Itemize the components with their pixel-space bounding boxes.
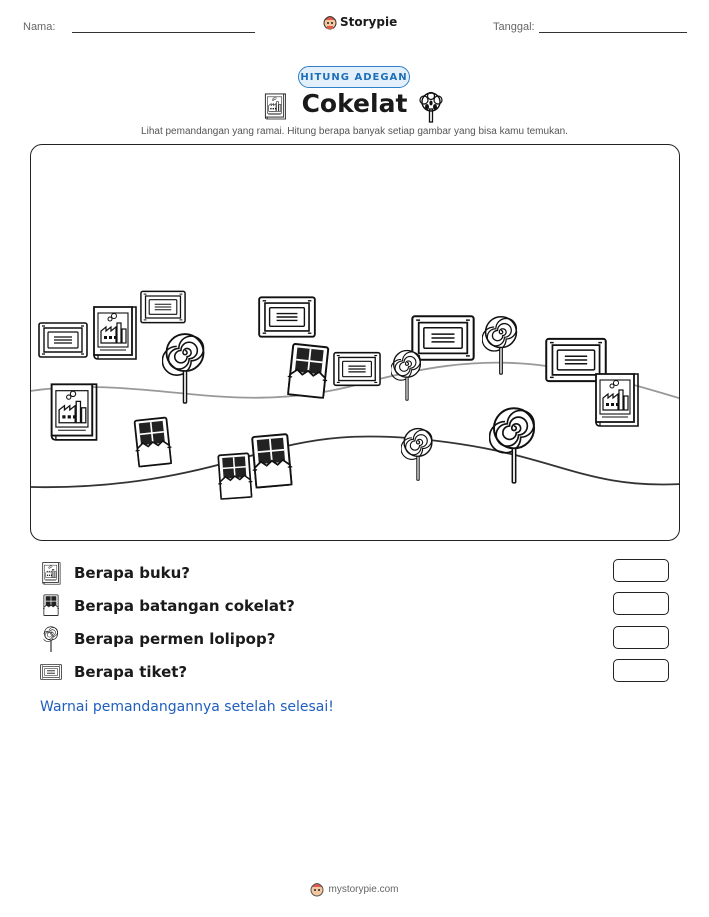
chocolate-bar-2 [286,344,331,398]
book-3 [596,374,638,426]
book-icon [40,561,62,585]
lollipop-icon [40,626,62,652]
question-label: Berapa tiket? [74,663,188,681]
question-lollipops [40,626,275,652]
ticket-5 [412,316,473,359]
activity-badge: HITUNG ADEGAN [298,66,410,88]
answer-chocolate-box[interactable] [613,592,669,615]
storypie-mascot-icon [310,881,324,897]
storypie-mascot-icon [323,14,337,30]
date-label: Tanggal: [493,21,535,33]
question-label: Berapa permen lolipop? [74,630,276,648]
question-tickets [40,659,187,685]
answer-books-box[interactable] [613,559,669,582]
ticket-3 [259,297,315,336]
page-title: Cokelat [301,89,408,118]
lollipop-5 [489,408,534,483]
chocolate-bar-1 [132,417,173,467]
ticket-4 [334,353,380,386]
brand-name: Storypie [340,15,398,29]
name-label: Nama: [23,21,56,33]
answer-tickets-box[interactable] [613,659,669,682]
answer-lollipops-box[interactable] [613,626,669,649]
lollipop-4 [401,429,432,481]
instructions: Lihat pemandangan yang ramai. Hitung berapa banyak setiap gambar yang bisa kamu temukan. [141,126,568,137]
site-footer [0,881,709,897]
name-line[interactable] [72,32,255,33]
question-label: Berapa buku? [74,564,190,582]
date-line[interactable] [539,32,687,33]
question-books [40,560,190,586]
question-chocolate [40,593,295,619]
color-instruction: Warnai pemandangannya setelah selesai! [40,699,334,715]
counting-scene[interactable] [30,144,680,541]
front-hill [30,436,680,487]
ticket-icon [40,663,62,681]
chocolate-bar-3 [216,453,253,499]
site-url: mystorypie.com [328,883,399,895]
chocolate-bar-icon [40,594,62,618]
chocolate-bar-4 [250,434,294,488]
book-2 [52,384,97,440]
scene-drawing [30,144,680,541]
question-label: Berapa batangan cokelat? [74,597,295,615]
cacao-tree-icon [417,91,445,123]
brand-logo [323,14,397,30]
lollipop-3 [482,317,516,374]
ticket-1 [39,323,87,357]
ticket-2 [141,291,185,322]
book-1 [94,307,136,359]
